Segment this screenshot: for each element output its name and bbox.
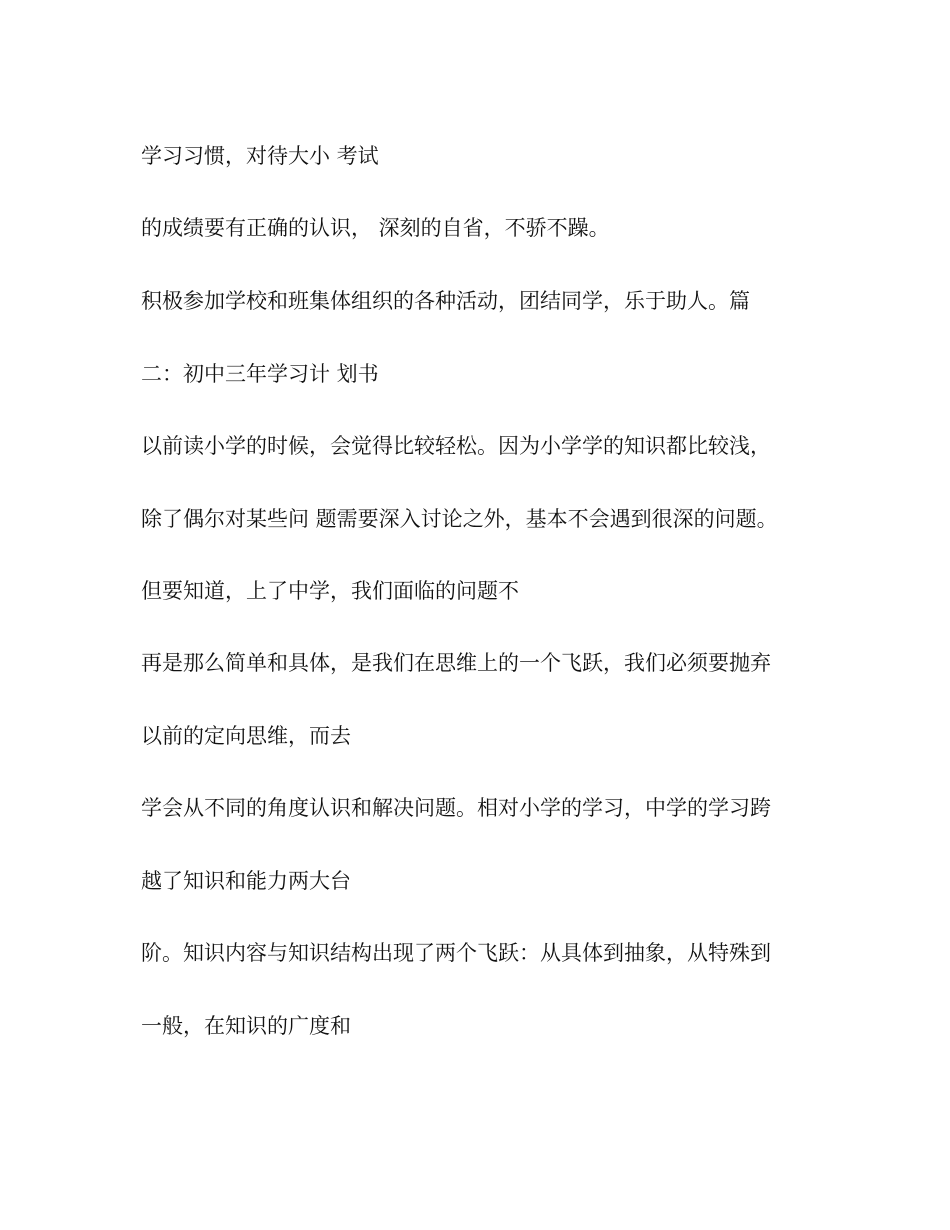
text-line-7: 但要知道，上了中学，我们面临的问题不 — [141, 579, 519, 603]
text-line-1: 学习习惯，对待大小 考试 — [141, 144, 379, 168]
text-line-6: 除了偶尔对某些问 题需要深入讨论之外，基本不会遇到很深的问题。 — [141, 507, 778, 531]
text-line-11: 越了知识和能力两大台 — [141, 869, 351, 893]
text-line-4: 二：初中三年学习计 划书 — [141, 362, 379, 386]
text-line-9: 以前的定向思维，而去 — [141, 724, 351, 748]
text-line-3: 积极参加学校和班集体组织的各种活动，团结同学，乐于助人。篇 — [141, 289, 750, 313]
text-line-8: 再是那么简单和具体，是我们在思维上的一个飞跃，我们必须要抛弃 — [141, 651, 771, 675]
text-line-5: 以前读小学的时候，会觉得比较轻松。因为小学学的知识都比较浅， — [141, 434, 771, 458]
text-line-2: 的成绩要有正确的认识， 深刻的自省，不骄不躁。 — [141, 216, 610, 240]
text-line-12: 阶。知识内容与知识结构出现了两个飞跃：从具体到抽象，从特殊到 — [141, 941, 771, 965]
text-line-10: 学会从不同的角度认识和解决问题。相对小学的学习，中学的学习跨 — [141, 796, 771, 820]
text-line-13: 一般，在知识的广度和 — [141, 1014, 351, 1038]
